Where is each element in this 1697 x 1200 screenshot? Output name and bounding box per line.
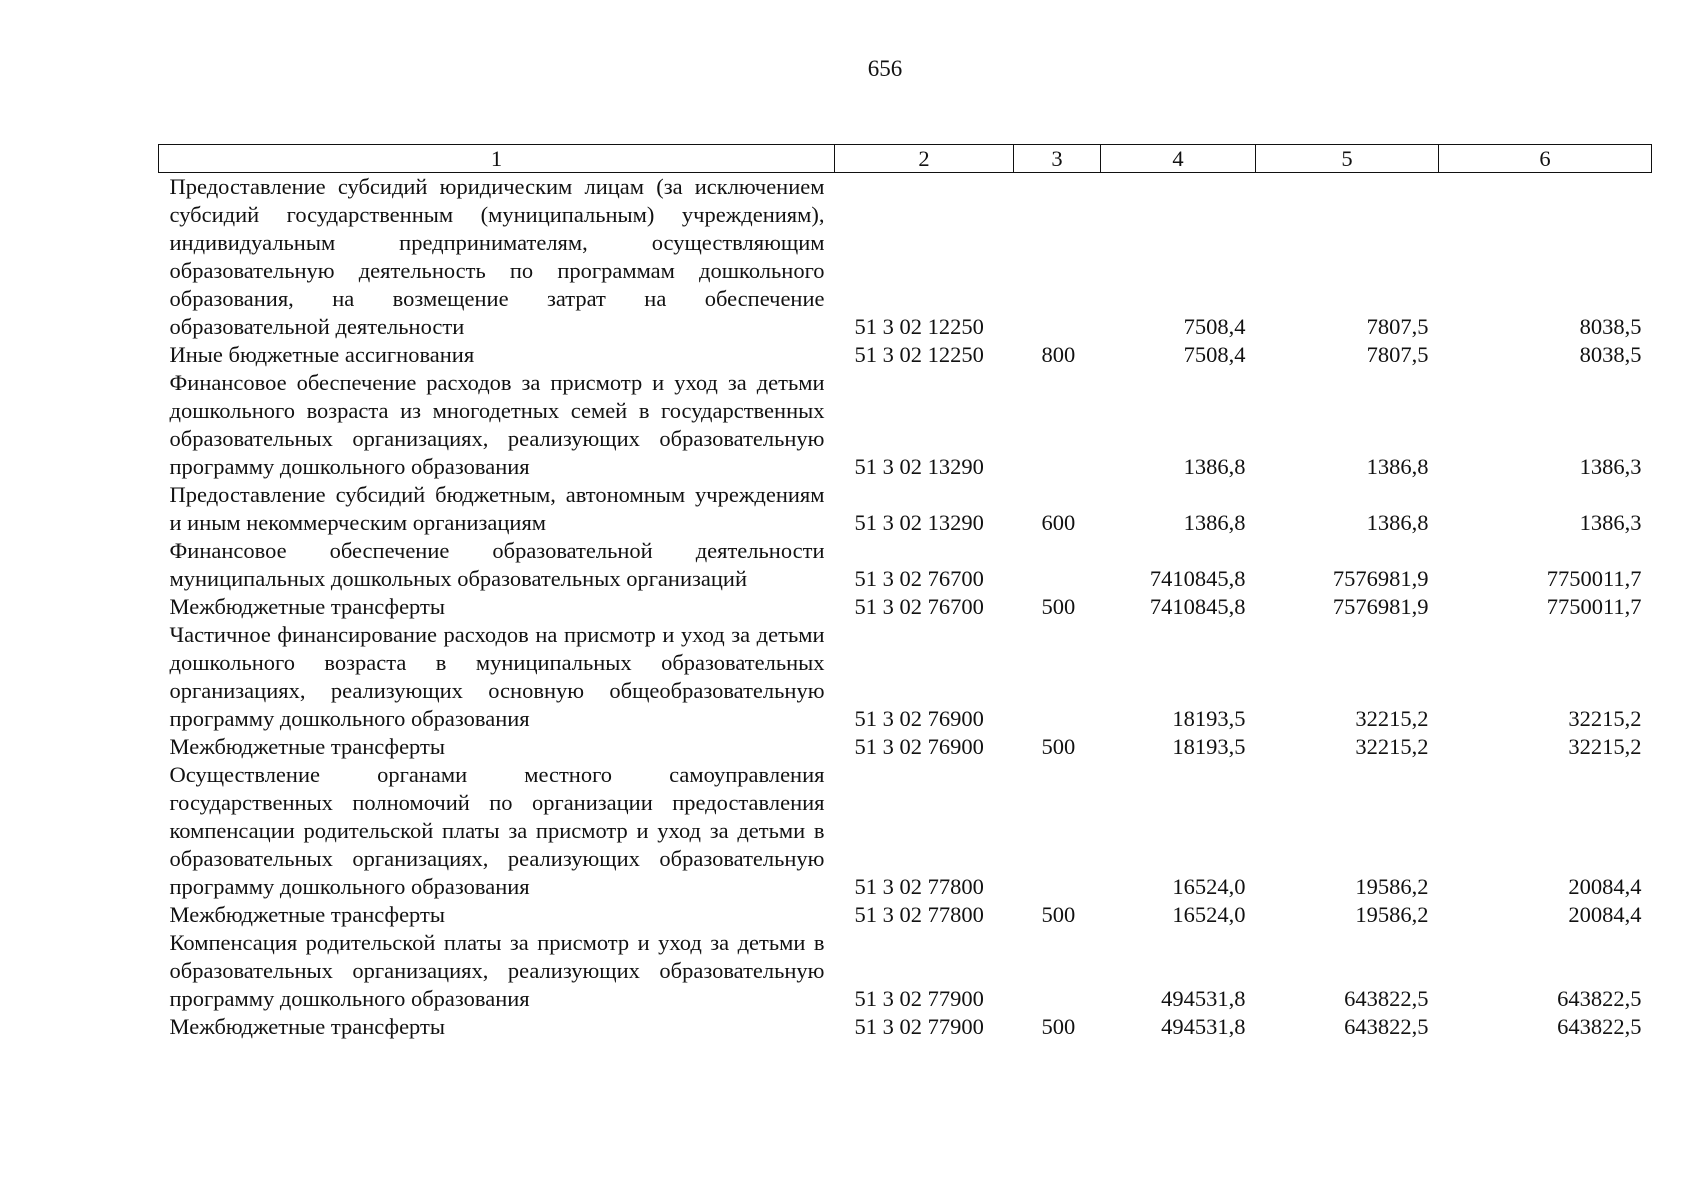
row-value-4-cell: 16524,0 <box>1172 874 1246 899</box>
row-value-6-cell: 643822,5 <box>1557 986 1642 1011</box>
row-name-cell: Финансовое обеспечение образовательной деятельности муниципальных дошкольных образовательных организаций <box>169 538 825 591</box>
row-name-cell: Предоставление субсидий юридическим лицам (за исключением субсидий государственным (муниципальным) учреждениям), индивидуальным предпринимателям, осуществляющим образовательную деятельность по программам дошкольного образования, на возмещение затрат на обеспечение образовательной деятельности <box>169 174 825 339</box>
row-csr-cell: 51 3 02 76700 <box>854 566 984 591</box>
row-vr-cell: 500 <box>1041 734 1076 759</box>
table-row <box>159 537 1652 593</box>
row-csr-cell: 51 3 02 13290 <box>854 454 984 479</box>
table-row <box>159 733 1652 761</box>
budget-table <box>158 144 1652 1041</box>
row-value-4-cell: 16524,0 <box>1172 902 1246 927</box>
table-row <box>159 901 1652 929</box>
row-name-cell: Осуществление органами местного самоуправления государственных полномочий по организации предоставления компенсации родительской платы за присмотр и уход за детьми в образовательных организациях, реализующих образовательную программу дошкольного образования <box>169 762 825 899</box>
row-vr-cell: 600 <box>1041 510 1076 535</box>
row-value-6-cell: 7750011,7 <box>1546 566 1642 591</box>
row-value-6-cell: 20084,4 <box>1568 902 1642 927</box>
table-body <box>159 173 1652 1042</box>
row-name-cell: Межбюджетные трансферты <box>169 902 445 927</box>
table-row <box>159 593 1652 621</box>
row-vr-cell: 500 <box>1041 594 1076 619</box>
column-header-4: 4 <box>1101 145 1256 173</box>
page-number: 656 <box>867 56 903 81</box>
row-value-4-cell: 1386,8 <box>1183 510 1246 535</box>
row-vr-cell: 500 <box>1041 902 1076 927</box>
row-value-6-cell: 643822,5 <box>1557 1014 1642 1039</box>
row-value-6-cell: 1386,3 <box>1579 454 1642 479</box>
row-value-4-cell: 7508,4 <box>1183 314 1246 339</box>
row-value-5-cell: 7576981,9 <box>1332 594 1429 619</box>
row-csr-cell: 51 3 02 76900 <box>854 734 984 759</box>
row-value-4-cell: 18193,5 <box>1172 706 1246 731</box>
row-name-cell: Финансовое обеспечение расходов за присмотр и уход за детьми дошкольного возраста из многодетных семей в государственных образовательных организациях, реализующих образовательную программу дошкольного образования <box>169 370 825 479</box>
table-row <box>159 621 1652 733</box>
row-vr-cell <box>1014 369 1101 481</box>
row-csr-cell: 51 3 02 13290 <box>854 510 984 535</box>
row-name-cell: Иные бюджетные ассигнования <box>169 342 475 367</box>
row-vr-cell <box>1014 173 1101 342</box>
row-name-cell: Межбюджетные трансферты <box>169 734 445 759</box>
row-vr-cell <box>1014 929 1101 1013</box>
row-value-4-cell: 7410845,8 <box>1149 566 1246 591</box>
column-header-5: 5 <box>1256 145 1439 173</box>
row-csr-cell: 51 3 02 77800 <box>854 874 984 899</box>
table-header-row <box>159 145 1652 173</box>
table-row <box>159 341 1652 369</box>
row-value-5-cell: 7576981,9 <box>1332 566 1429 591</box>
column-header-1: 1 <box>159 145 835 173</box>
row-value-6-cell: 20084,4 <box>1568 874 1642 899</box>
row-csr-cell: 51 3 02 12250 <box>854 314 984 339</box>
row-csr-cell: 51 3 02 12250 <box>854 342 984 367</box>
row-name-cell: Межбюджетные трансферты <box>169 594 445 619</box>
row-value-6-cell: 1386,3 <box>1579 510 1642 535</box>
row-csr-cell: 51 3 02 77800 <box>854 902 984 927</box>
row-name-cell: Предоставление субсидий бюджетным, автономным учреждениям и иным некоммерческим организациям <box>169 482 825 535</box>
row-value-5-cell: 1386,8 <box>1366 510 1429 535</box>
row-vr-cell <box>1014 761 1101 901</box>
column-header-2: 2 <box>835 145 1014 173</box>
row-csr-cell: 51 3 02 76900 <box>854 706 984 731</box>
table-row <box>159 1013 1652 1041</box>
table-row <box>159 173 1652 342</box>
row-value-6-cell: 32215,2 <box>1568 706 1642 731</box>
row-value-6-cell: 8038,5 <box>1579 342 1642 367</box>
table-row <box>159 761 1652 901</box>
row-name-cell: Компенсация родительской платы за присмотр и уход за детьми в образовательных организациях, реализующих образовательную программу дошкольного образования <box>169 930 825 1011</box>
row-value-4-cell: 494531,8 <box>1161 1014 1246 1039</box>
row-value-5-cell: 7807,5 <box>1366 314 1429 339</box>
row-value-5-cell: 7807,5 <box>1366 342 1429 367</box>
row-value-4-cell: 1386,8 <box>1183 454 1246 479</box>
row-vr-cell: 800 <box>1041 342 1076 367</box>
row-csr-cell: 51 3 02 76700 <box>854 594 984 619</box>
row-value-4-cell: 18193,5 <box>1172 734 1246 759</box>
table-row <box>159 369 1652 481</box>
row-name-cell: Межбюджетные трансферты <box>169 1014 445 1039</box>
row-vr-cell <box>1014 537 1101 593</box>
table-row <box>159 929 1652 1013</box>
row-name-cell: Частичное финансирование расходов на присмотр и уход за детьми дошкольного возраста в муниципальных образовательных организациях, реализующих основную общеобразовательную программу дошкольного образования <box>169 622 825 731</box>
row-value-6-cell: 32215,2 <box>1568 734 1642 759</box>
column-header-6: 6 <box>1439 145 1652 173</box>
row-value-6-cell: 7750011,7 <box>1546 594 1642 619</box>
row-csr-cell: 51 3 02 77900 <box>854 986 984 1011</box>
row-value-5-cell: 32215,2 <box>1355 734 1429 759</box>
column-header-3: 3 <box>1014 145 1101 173</box>
row-value-5-cell: 1386,8 <box>1366 454 1429 479</box>
row-value-5-cell: 643822,5 <box>1344 1014 1429 1039</box>
row-vr-cell <box>1014 621 1101 733</box>
row-value-5-cell: 32215,2 <box>1355 706 1429 731</box>
row-value-5-cell: 19586,2 <box>1355 902 1429 927</box>
row-vr-cell: 500 <box>1041 1014 1076 1039</box>
table-row <box>159 481 1652 537</box>
row-value-5-cell: 19586,2 <box>1355 874 1429 899</box>
row-value-6-cell: 8038,5 <box>1579 314 1642 339</box>
row-value-4-cell: 494531,8 <box>1161 986 1246 1011</box>
row-value-4-cell: 7508,4 <box>1183 342 1246 367</box>
row-value-4-cell: 7410845,8 <box>1149 594 1246 619</box>
row-value-5-cell: 643822,5 <box>1344 986 1429 1011</box>
row-csr-cell: 51 3 02 77900 <box>854 1014 984 1039</box>
